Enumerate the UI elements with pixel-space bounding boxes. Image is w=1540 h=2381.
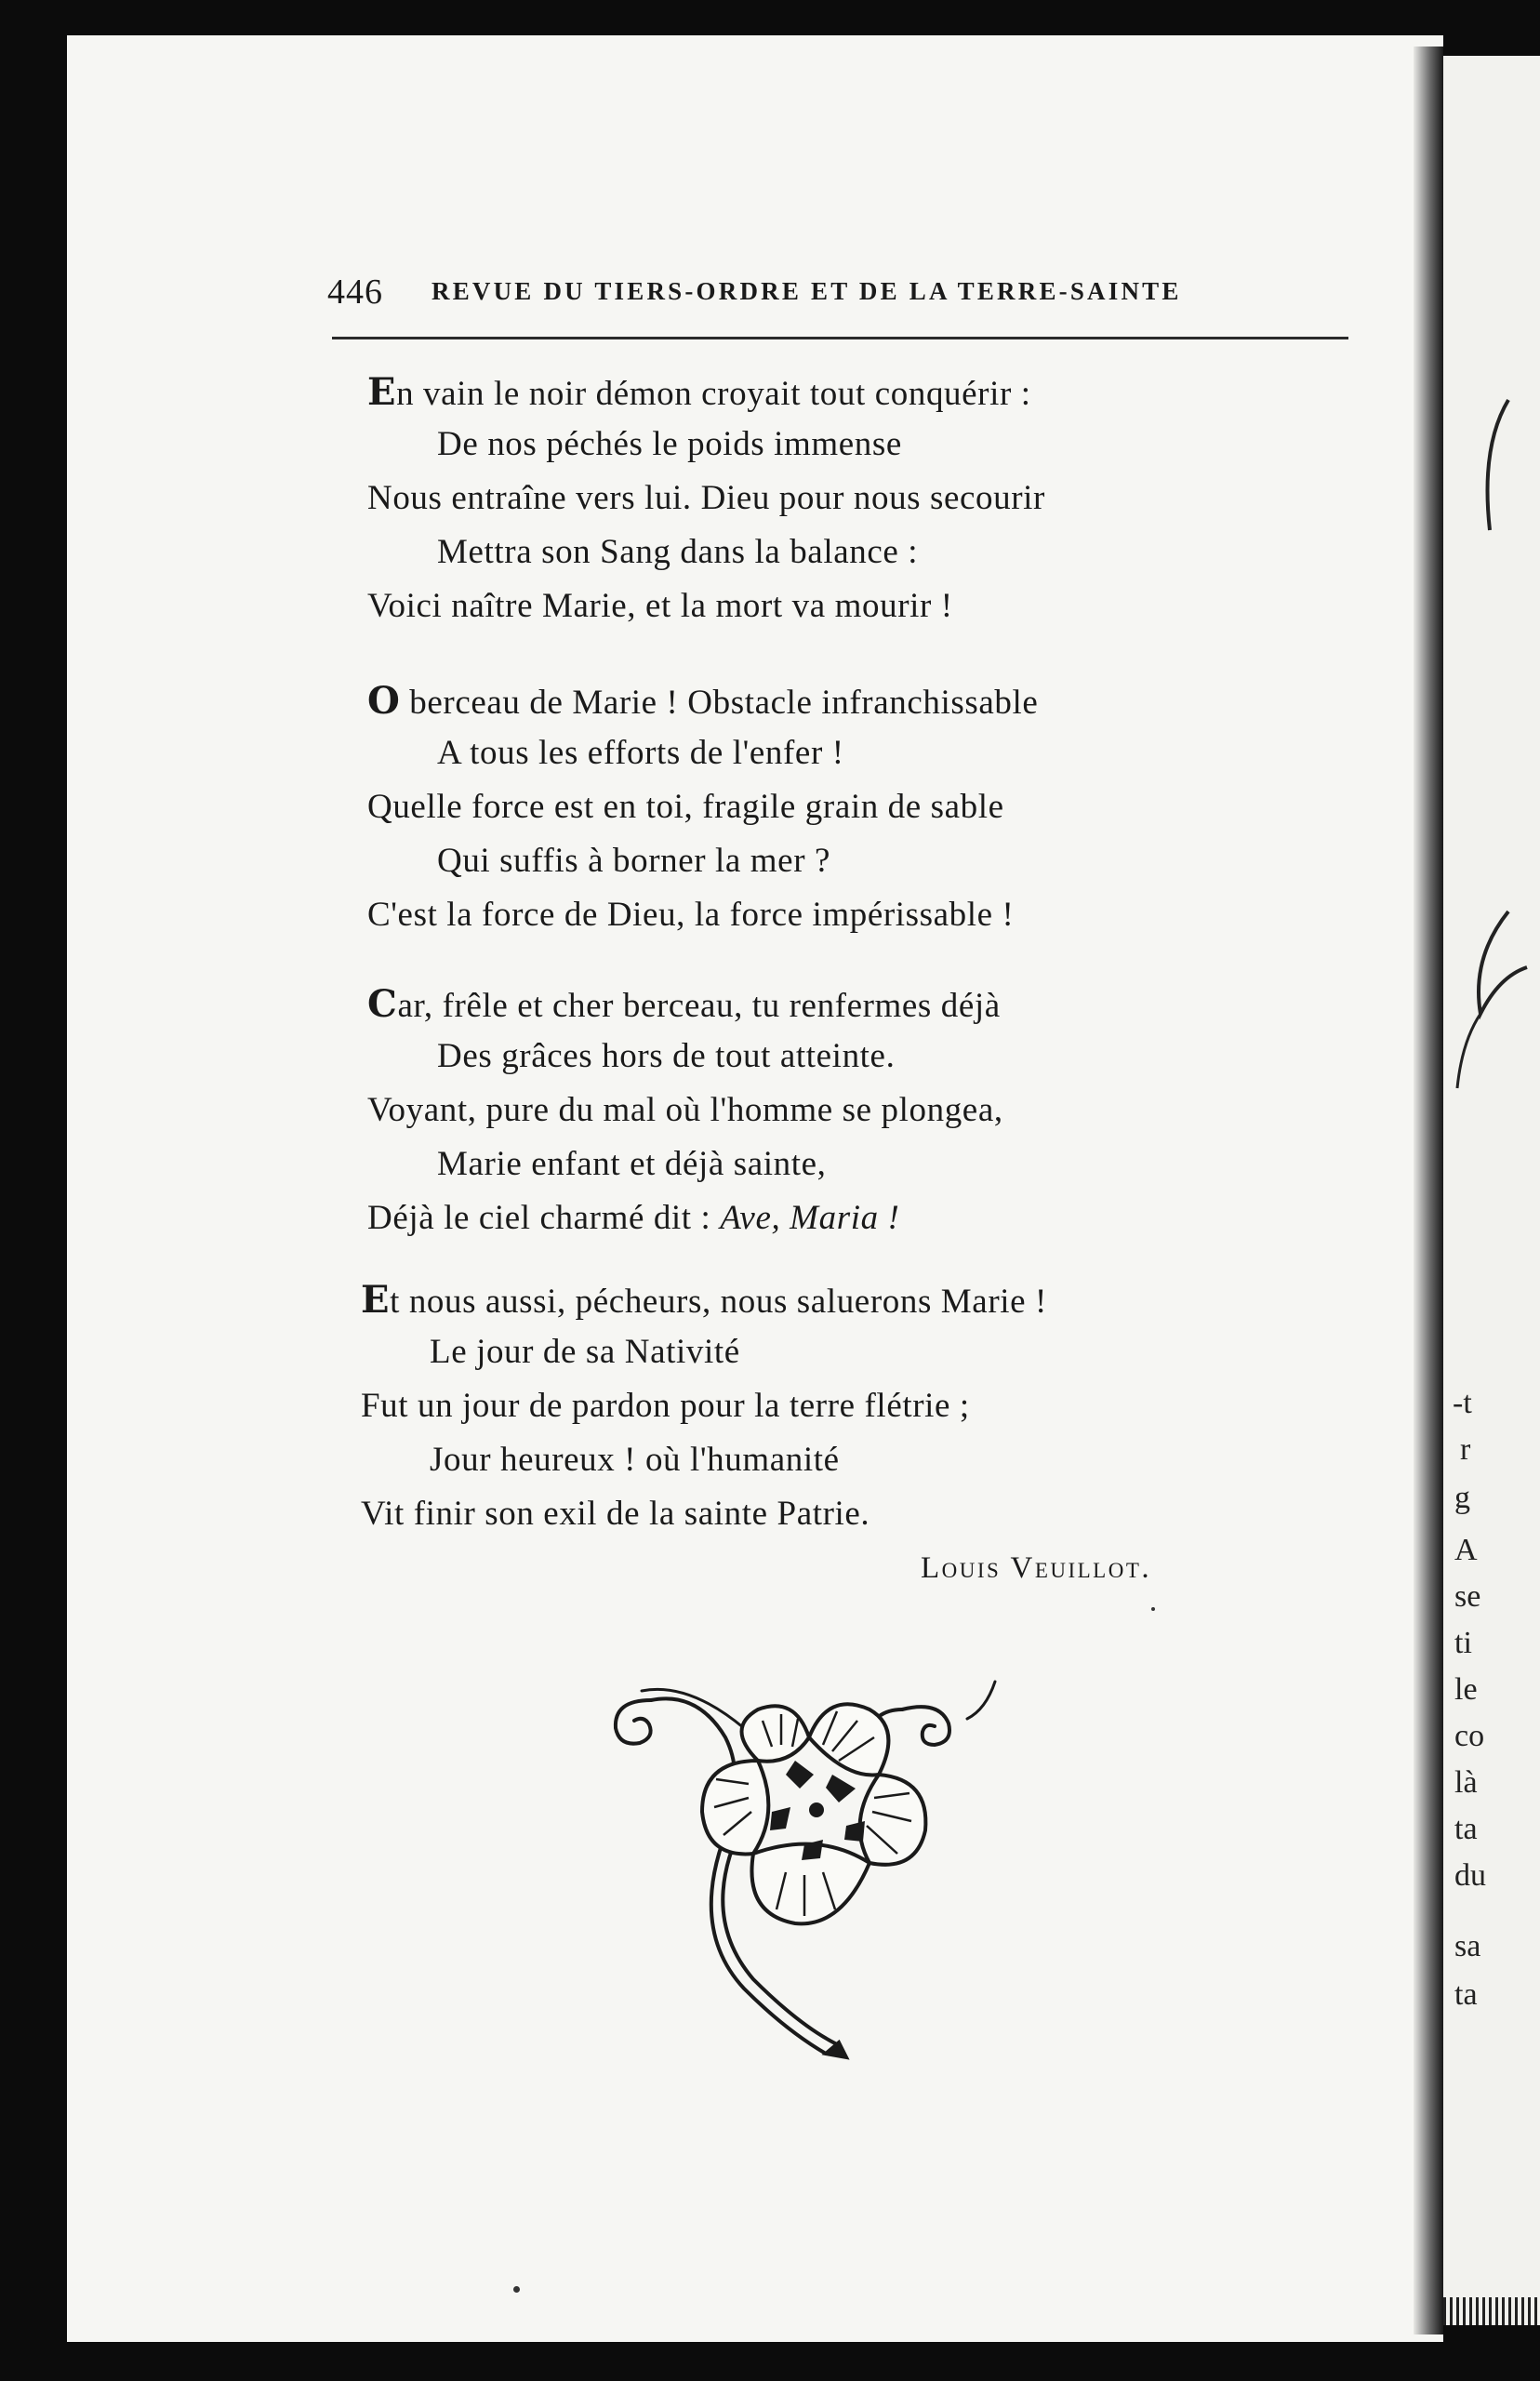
poem-line: Quelle force est en toi, fragile grain de sable — [367, 788, 1004, 826]
author-signature: Louis Veuillot. — [921, 1551, 1152, 1585]
facing-page-fragment: co — [1454, 1719, 1485, 1753]
drop-initial: C — [367, 982, 398, 1026]
facing-page-fragment: ti — [1454, 1626, 1472, 1660]
poem-line: Nous entraîne vers lui. Dieu pour nous secourir — [367, 479, 1045, 517]
poem-line: Et nous aussi, pécheurs, nous saluerons Marie ! — [361, 1278, 1047, 1322]
facing-page-fragment: r — [1460, 1432, 1471, 1467]
poem-line: De nos péchés le poids immense — [437, 425, 902, 463]
poem-line: Voici naître Marie, et la mort va mourir ! — [367, 587, 953, 625]
poem-line: Mettra son Sang dans la balance : — [437, 533, 919, 571]
poem-line: Des grâces hors de tout atteinte. — [437, 1037, 896, 1075]
facing-page-edge — [1443, 56, 1540, 2325]
poem-line: Marie enfant et déjà sainte, — [437, 1145, 827, 1183]
poem-line: Car, frêle et cher berceau, tu renfermes déjà — [367, 982, 1001, 1026]
poem-line: Fut un jour de pardon pour la terre flétrie ; — [361, 1387, 970, 1425]
drop-initial: E — [367, 370, 397, 414]
poem-line: Le jour de sa Nativité — [430, 1333, 740, 1371]
drop-initial: E — [361, 1278, 391, 1322]
poem-line: Vit finir son exil de la sainte Patrie. — [361, 1495, 870, 1533]
facing-page-fragment: A — [1454, 1533, 1478, 1567]
facing-page-fragment: le — [1454, 1672, 1478, 1707]
facing-page-ornament-fragment — [1471, 391, 1527, 539]
facing-page-fragment: du — [1454, 1858, 1486, 1893]
poem-line: C'est la force de Dieu, la force impérissable ! — [367, 896, 1015, 934]
facing-page-fragment: sa — [1454, 1929, 1481, 1963]
scan-speck — [1151, 1607, 1155, 1611]
header-rule — [332, 337, 1348, 339]
facing-page-fragment: ta — [1454, 1977, 1478, 2012]
poem-line: A tous les efforts de l'enfer ! — [437, 734, 844, 772]
facing-page-fragment: -t — [1453, 1386, 1472, 1420]
book-gutter — [1414, 47, 1443, 2334]
scan-speck — [513, 2286, 520, 2293]
running-head — [327, 272, 1350, 318]
drop-initial: O — [367, 679, 401, 723]
running-title: REVUE DU TIERS-ORDRE ET DE LA TERRE-SAINTE — [431, 277, 1182, 305]
facing-page-fragment: g — [1454, 1481, 1470, 1515]
facing-page-fragment: là — [1454, 1765, 1478, 1800]
page-edge-stripes — [1443, 2297, 1540, 2325]
poem-line: Déjà le ciel charmé dit : Ave, Maria ! — [367, 1199, 900, 1237]
poem-line: Qui suffis à borner la mer ? — [437, 842, 830, 880]
page-number: 446 — [327, 273, 383, 312]
facing-page-fragment: se — [1454, 1579, 1481, 1614]
pansy-flower-ornament-icon — [595, 1672, 1004, 2063]
poem-line: En vain le noir démon croyait tout conquérir : — [367, 370, 1031, 414]
poem-line: Jour heureux ! où l'humanité — [430, 1441, 840, 1479]
poem-line: Voyant, pure du mal où l'homme se plongea, — [367, 1091, 1003, 1129]
facing-page-ornament-fragment — [1453, 874, 1536, 1097]
italic-phrase: Ave, Maria ! — [720, 1199, 900, 1237]
poem-line: O berceau de Marie ! Obstacle infranchissable — [367, 679, 1039, 723]
facing-page-fragment: ta — [1454, 1812, 1478, 1846]
